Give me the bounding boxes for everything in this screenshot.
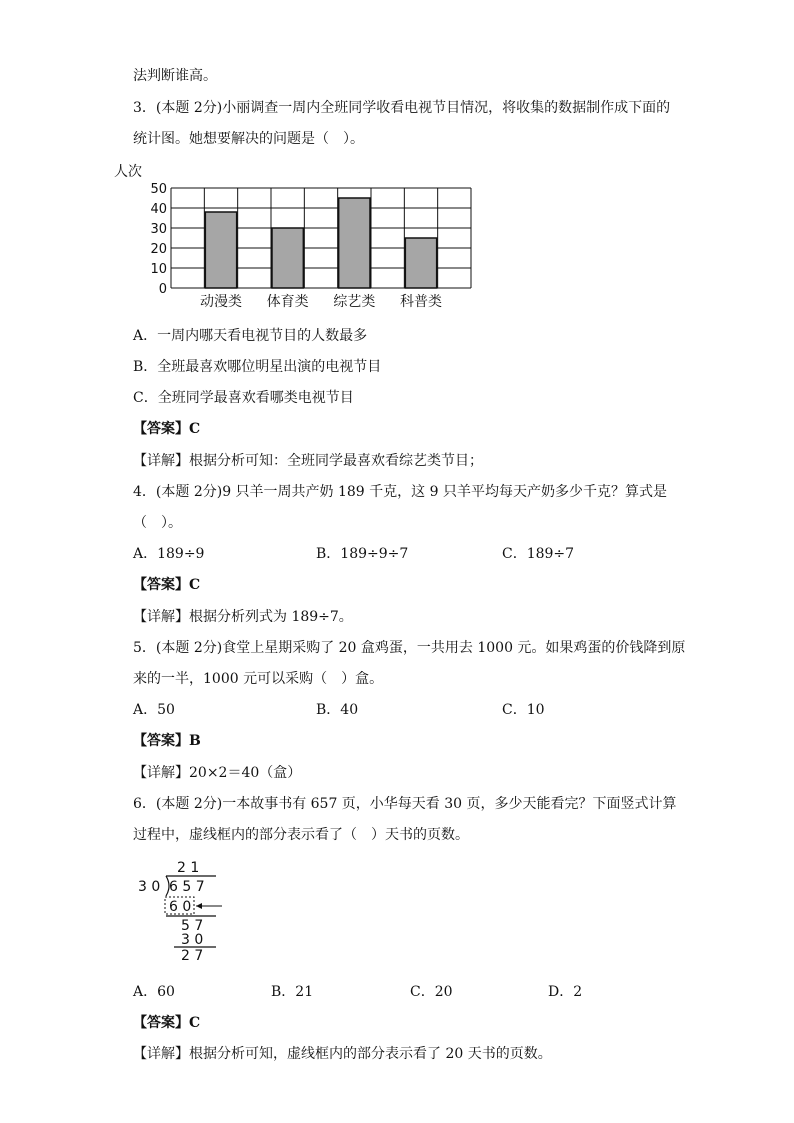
q6-option-c: C．20 [410,984,453,1000]
q4-detail: 【详解】根据分析列式为 189÷7。 [133,609,353,625]
division-remainder: 2 7 [181,948,204,964]
q3-option-a: A．一周内哪天看电视节目的人数最多 [133,328,368,344]
q3-stem-line1: 3．(本题 2分)小丽调查一周内全班同学收看电视节目情况，将收集的数据制作成下面的 [133,100,671,116]
chart-y-tick-label: 0 [158,282,167,297]
division-quotient: 2 1 [177,860,200,876]
q6-stem-line2: 过程中，虚线框内的部分表示看了（ ）天书的页数。 [133,827,469,843]
chart-y-tick-label: 40 [150,202,167,217]
q6-answer: 【答案】C [133,1015,201,1031]
division-divisor: 3 0 [138,879,161,895]
q3-stem-line2: 统计图。她想要解决的问题是（ ）。 [133,131,364,147]
q5-stem-line1: 5．(本题 2分)食堂上星期采购了 20 盒鸡蛋，一共用去 1000 元。如果鸡蛋的价钱降到原 [133,640,686,656]
division-step1: 6 0 [169,899,192,915]
bar-chart [108,156,488,316]
chart-x-tick-label: 科普类 [400,294,442,310]
chart-x-tick-label: 体育类 [266,294,309,310]
q5-answer: 【答案】B [133,733,201,749]
chart-bar [272,228,303,288]
q4-stem-line1: 4．(本题 2分)9 只羊一周共产奶 189 千克，这 9 只羊平均每天产奶多少千克？算式是 [133,484,667,500]
chart-bar [405,238,436,288]
chart-y-tick-label: 10 [150,262,167,277]
q3-option-b: B．全班最喜欢哪位明星出演的电视节目 [133,359,382,375]
q5-option-c: C．10 [502,702,545,718]
chart-y-tick-label: 50 [150,182,167,197]
chart-y-tick-label: 30 [150,222,167,237]
q4-option-b: B．189÷9÷7 [316,546,409,562]
q6-option-a: A．60 [133,984,175,1000]
q4-stem-line2: （ ）。 [133,515,182,531]
q4-option-c: C．189÷7 [502,546,575,562]
q6-option-b: B．21 [271,984,314,1000]
chart-bar [339,198,370,288]
q3-detail: 【详解】根据分析可知：全班同学最喜欢看综艺类节目； [133,453,483,469]
long-division-diagram [130,856,240,966]
q3-answer: 【答案】C [133,421,201,437]
chart-y-label: 人次 [114,164,142,180]
q6-stem-line1: 6．(本题 2分)一本故事书有 657 页，小华每天看 30 页，多少天能看完？下面竖式计算 [133,796,677,812]
intro-tail-text: 法判断谁高。 [133,68,217,84]
q4-answer: 【答案】C [133,577,201,593]
division-step2: 5 7 [181,918,204,934]
q6-detail: 【详解】根据分析可知，虚线框内的部分表示看了 20 天书的页数。 [133,1046,552,1062]
chart-y-tick-label: 20 [150,242,167,257]
q6-option-d: D．2 [548,984,583,1000]
division-step3: 3 0 [181,932,204,948]
chart-x-tick-label: 动漫类 [200,294,242,310]
q4-option-a: A．189÷9 [133,546,205,562]
chart-x-tick-label: 综艺类 [333,294,376,310]
chart-bar [205,212,236,288]
q5-option-b: B．40 [316,702,359,718]
division-dividend: 6 5 7 [169,879,205,895]
q5-option-a: A．50 [133,702,175,718]
q5-stem-line2: 来的一半，1000 元可以采购（ ）盒。 [133,671,384,687]
q5-detail: 【详解】20×2＝40（盒） [133,765,302,781]
q3-option-c: C．全班同学最喜欢看哪类电视节目 [133,390,354,406]
arrow-head-icon [196,903,202,909]
